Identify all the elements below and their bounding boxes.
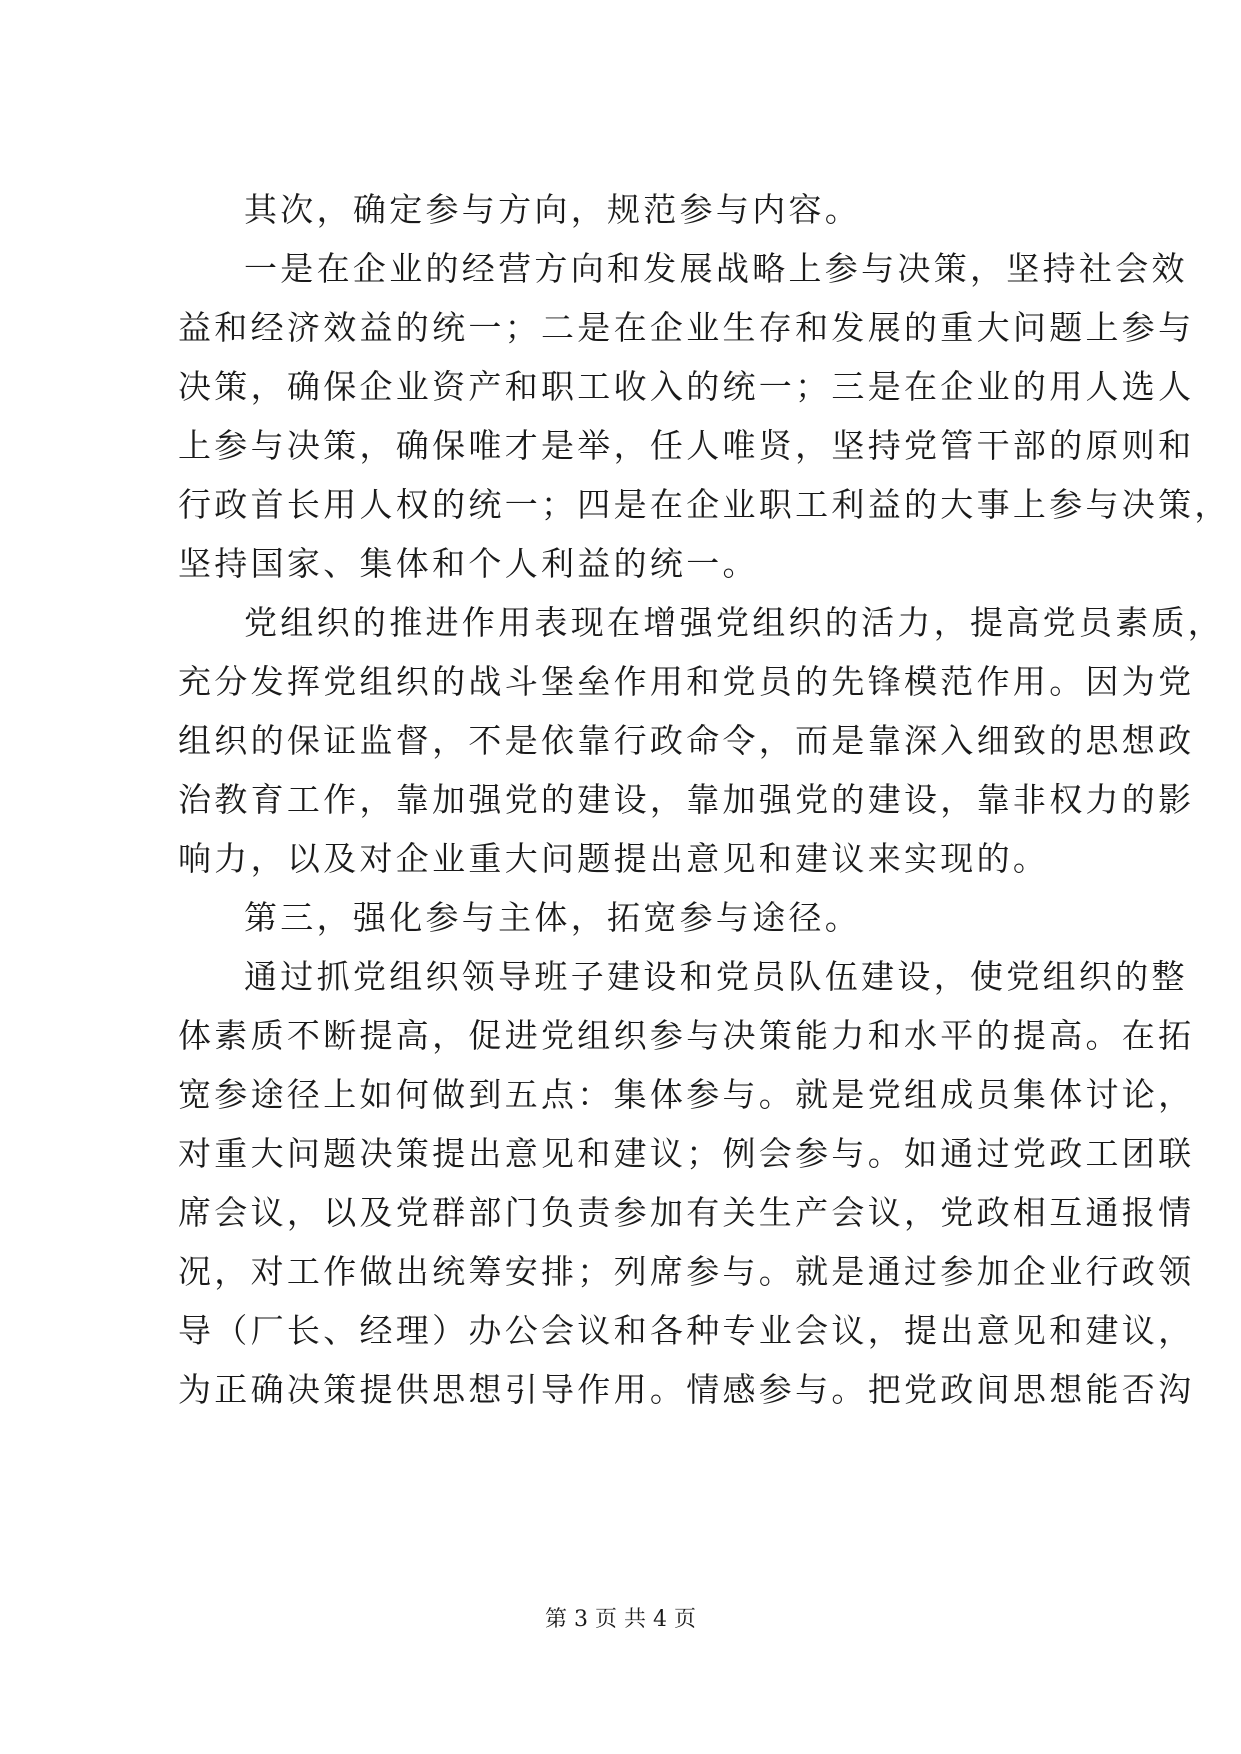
text-line: 况，对工作做出统筹安排；列席参与。就是通过参加企业行政领 bbox=[178, 1252, 1195, 1291]
text-line: 第三，强化参与主体，拓宽参与途径。 bbox=[244, 898, 862, 937]
text-line: 对重大问题决策提出意见和建议；例会参与。如通过党政工团联 bbox=[178, 1134, 1195, 1173]
text-line: 宽参途径上如何做到五点：集体参与。就是党组成员集体讨论， bbox=[178, 1075, 1195, 1114]
paragraph bbox=[178, 888, 1088, 947]
text-line: 行政首长用人权的统一；四是在企业职工利益的大事上参与决策， bbox=[178, 485, 1231, 524]
text-line: 党组织的推进作用表现在增强党组织的活力，提高党员素质， bbox=[244, 603, 1225, 642]
paragraph bbox=[178, 180, 1088, 239]
paragraph bbox=[178, 947, 1195, 1419]
text-line: 体素质不断提高，促进党组织参与决策能力和水平的提高。在拓 bbox=[178, 1016, 1195, 1055]
text-line: 导（厂长、经理）办公会议和各种专业会议，提出意见和建议， bbox=[178, 1311, 1195, 1350]
paragraph bbox=[178, 593, 1225, 888]
text-line: 组织的保证监督，不是依靠行政命令，而是靠深入细致的思想政 bbox=[178, 721, 1195, 760]
text-line: 一是在企业的经营方向和发展战略上参与决策，坚持社会效 bbox=[244, 249, 1188, 288]
document-body bbox=[178, 180, 1231, 1419]
text-line: 响力，以及对企业重大问题提出意见和建议来实现的。 bbox=[178, 839, 1050, 878]
text-line: 充分发挥党组织的战斗堡垒作用和党员的先锋模范作用。因为党 bbox=[178, 662, 1195, 701]
paragraph bbox=[178, 239, 1231, 593]
page-footer: 第 3 页 共 4 页 bbox=[545, 1607, 696, 1632]
text-line: 治教育工作，靠加强党的建设，靠加强党的建设，靠非权力的影 bbox=[178, 780, 1195, 819]
text-line: 决策，确保企业资产和职工收入的统一；三是在企业的用人选人 bbox=[178, 367, 1195, 406]
text-line: 上参与决策，确保唯才是举，任人唯贤，坚持党管干部的原则和 bbox=[178, 426, 1195, 465]
text-line: 席会议，以及党群部门负责参加有关生产会议，党政相互通报情 bbox=[178, 1193, 1195, 1232]
text-line: 通过抓党组织领导班子建设和党员队伍建设，使党组织的整 bbox=[244, 957, 1188, 996]
text-line: 坚持国家、集体和个人利益的统一。 bbox=[178, 544, 759, 583]
text-line: 益和经济效益的统一；二是在企业生存和发展的重大问题上参与 bbox=[178, 308, 1195, 347]
text-line: 为正确决策提供思想引导作用。情感参与。把党政间思想能否沟 bbox=[178, 1370, 1195, 1409]
text-line: 其次，确定参与方向，规范参与内容。 bbox=[244, 190, 862, 229]
